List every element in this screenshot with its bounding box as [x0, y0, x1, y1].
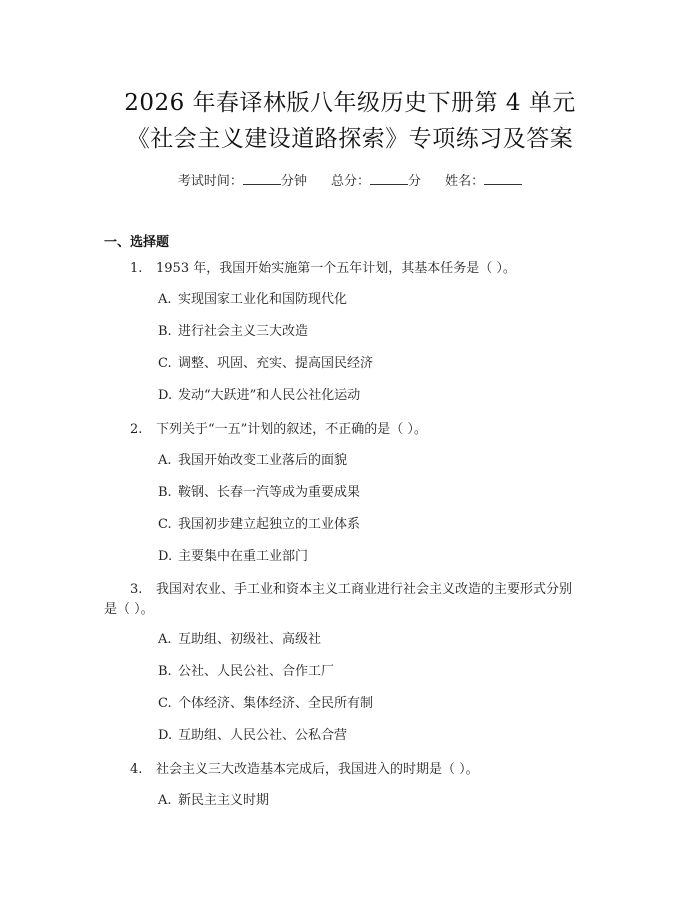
option-text: 发动“大跃进”和人民公社化运动 [178, 388, 361, 403]
option-text: 个体经济、集体经济、全民所有制 [178, 696, 374, 711]
option-text: 我国开始改变工业落后的面貌 [178, 453, 348, 468]
question-number: 2. [130, 422, 143, 437]
question-text: 我国对农业、手工业和资本主义工商业进行社会主义改造的主要形式分别 [156, 582, 573, 597]
option-letter: B. [158, 664, 172, 679]
exam-score-unit: 分 [408, 174, 422, 189]
question-text: 下列关于“一五”计划的叙述，不正确的是（ ）。 [156, 422, 427, 437]
exam-name-label: 姓名： [445, 174, 485, 189]
option-3b [158, 663, 334, 681]
option-letter: A. [158, 453, 172, 468]
option-1b [158, 323, 308, 341]
question-number: 3. [130, 582, 143, 597]
option-1d [158, 387, 360, 405]
option-4a [158, 792, 269, 810]
page-title-line-1: 2026 年春译林版八年级历史下册第 4 单元 [124, 90, 576, 116]
question-number: 4. [130, 762, 143, 777]
question-1 [104, 260, 516, 278]
section-title-choice: 一、选择题 [104, 235, 170, 250]
option-2b [158, 484, 360, 502]
option-text: 互助组、人民公社、公私合营 [178, 728, 348, 743]
exam-info-bar [0, 170, 700, 189]
option-text: 我国初步建立起独立的工业体系 [178, 517, 361, 532]
option-1a [158, 291, 347, 309]
question-text: 社会主义三大改造基本完成后，我国进入的时期是（ ）。 [156, 762, 479, 777]
option-text: 公社、人民公社、合作工厂 [178, 664, 335, 679]
option-letter: C. [158, 696, 172, 711]
exam-time-field [178, 170, 307, 189]
option-2c [158, 516, 360, 534]
exam-score-field [331, 170, 421, 189]
exam-score-label: 总分： [330, 174, 370, 189]
option-text: 调整、巩固、充实、提高国民经济 [178, 356, 374, 371]
question-3 [104, 581, 572, 599]
option-letter: D. [158, 388, 173, 403]
option-letter: C. [158, 517, 172, 532]
question-3-continuation: 是（ ）。 [104, 602, 154, 617]
exam-time-unit: 分钟 [280, 174, 307, 189]
option-3a [158, 631, 321, 649]
option-2a [158, 452, 347, 470]
exam-name-field [445, 170, 522, 189]
option-1c [158, 355, 373, 373]
exam-time-blank [243, 173, 281, 185]
option-letter: A. [158, 793, 172, 808]
question-4 [104, 761, 479, 779]
option-letter: B. [158, 485, 172, 500]
option-text: 主要集中在重工业部门 [178, 549, 309, 564]
option-text: 互助组、初级社、高级社 [178, 632, 322, 647]
page-title-line-2: 《社会主义建设道路探索》专项练习及答案 [126, 126, 574, 152]
option-letter: A. [158, 292, 172, 307]
option-letter: D. [158, 728, 173, 743]
option-letter: C. [158, 356, 172, 371]
option-text: 新民主主义时期 [178, 793, 270, 808]
option-text: 实现国家工业化和国防现代化 [178, 292, 348, 307]
option-2d [158, 548, 308, 566]
option-letter: B. [158, 324, 172, 339]
question-text: 1953 年，我国开始实施第一个五年计划，其基本任务是（ ）。 [156, 261, 516, 276]
option-letter: A. [158, 632, 172, 647]
option-text: 进行社会主义三大改造 [178, 324, 309, 339]
option-letter: D. [158, 549, 173, 564]
exam-time-label: 考试时间： [177, 174, 243, 189]
option-3d [158, 727, 347, 745]
exam-score-blank [370, 173, 408, 185]
exam-name-blank [484, 173, 522, 185]
option-text: 鞍钢、长春一汽等成为重要成果 [178, 485, 361, 500]
question-number: 1. [130, 261, 143, 276]
option-3c [158, 695, 373, 713]
question-2 [104, 421, 427, 439]
